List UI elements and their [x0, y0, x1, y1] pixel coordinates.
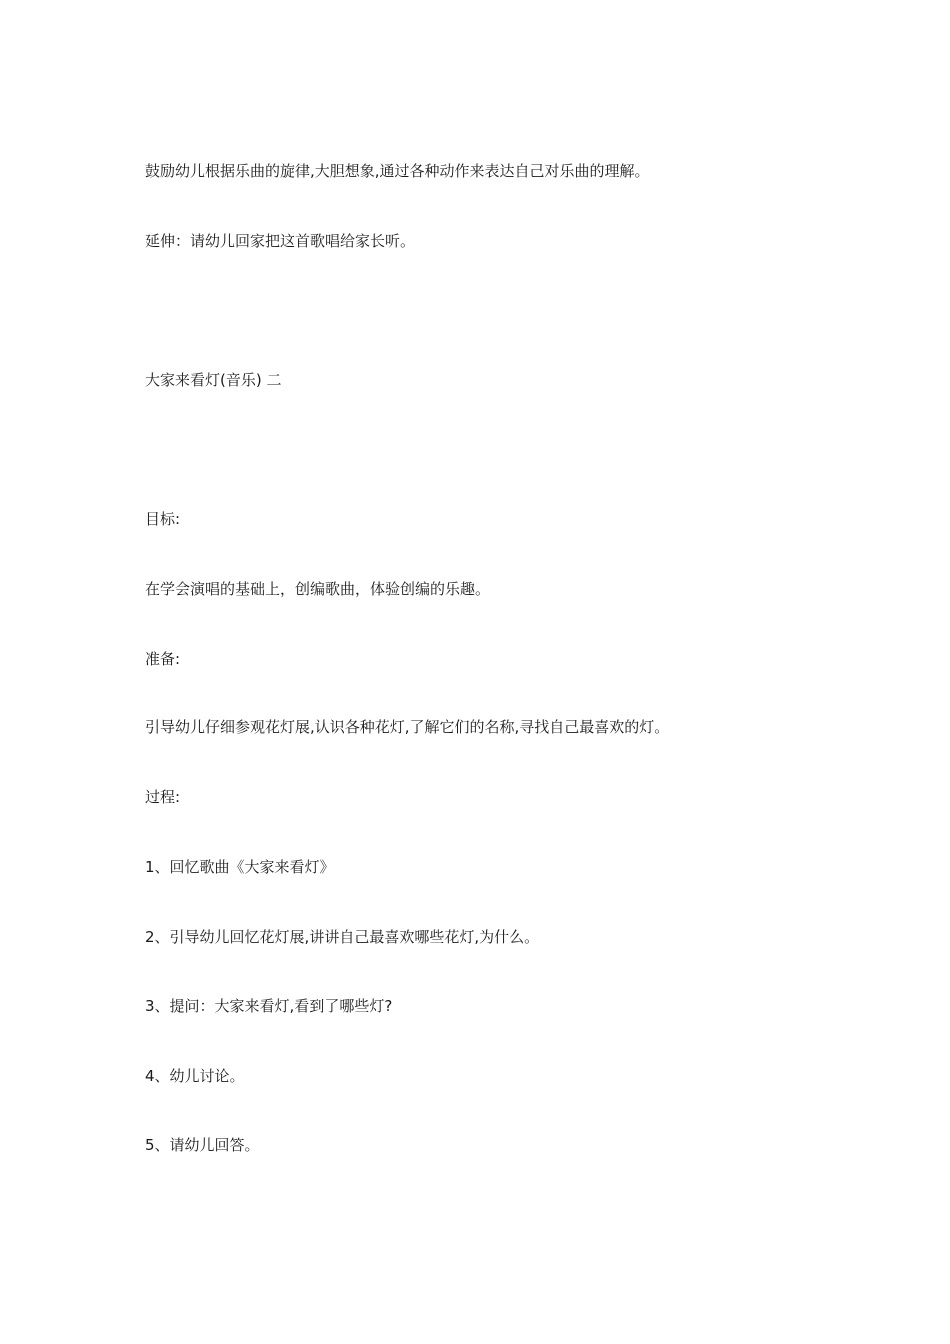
paragraph-encourage-imagination: 鼓励幼儿根据乐曲的旋律,大胆想象,通过各种动作来表达自己对乐曲的理解。 [145, 162, 650, 180]
paragraph-preparation: 引导幼儿仔细参观花灯展,认识各种花灯,了解它们的名称,寻找自己最喜欢的灯。 [145, 718, 670, 736]
process-step-3: 3、提问：大家来看灯,看到了哪些灯? [145, 997, 393, 1015]
heading-preparation: 准备: [145, 650, 181, 668]
process-step-2: 2、引导幼儿回忆花灯展,讲讲自己最喜欢哪些花灯,为什么。 [145, 928, 540, 946]
heading-process: 过程: [145, 788, 181, 806]
process-step-4: 4、幼儿讨论。 [145, 1067, 245, 1085]
process-step-1: 1、回忆歌曲《大家来看灯》 [145, 858, 335, 876]
section-title: 大家来看灯(音乐) 二 [145, 371, 282, 389]
paragraph-goal: 在学会演唱的基础上，创编歌曲，体验创编的乐趣。 [145, 580, 491, 598]
heading-goal: 目标: [145, 510, 181, 528]
process-step-5: 5、请幼儿回答。 [145, 1136, 260, 1154]
paragraph-extension: 延伸：请幼儿回家把这首歌唱给家长听。 [145, 232, 416, 250]
